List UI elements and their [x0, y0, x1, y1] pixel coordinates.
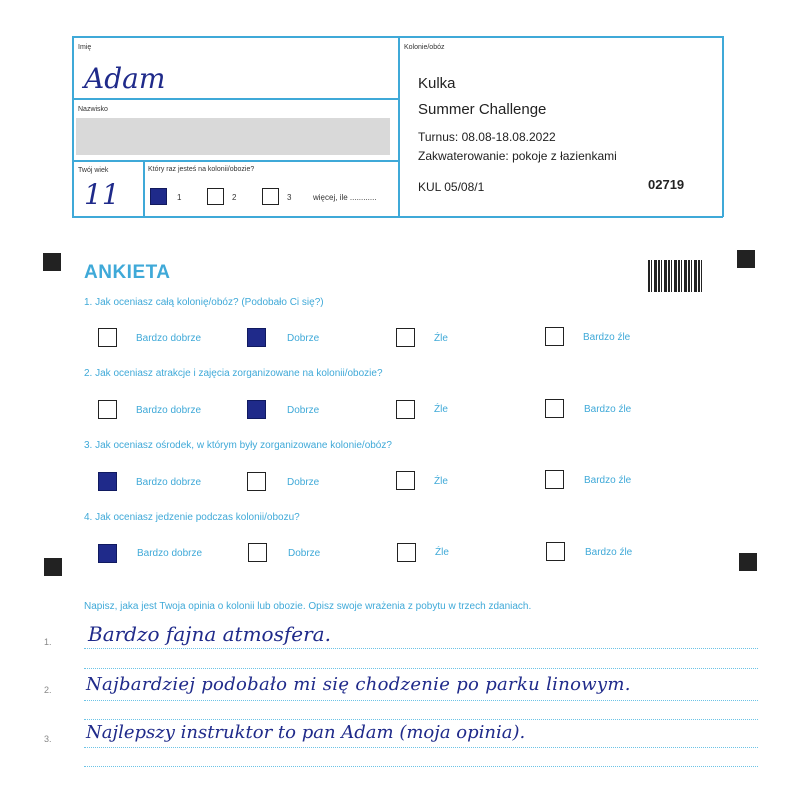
times-more-label: więcej, ile ............ — [313, 193, 377, 202]
q3-label-zle: Źle — [434, 476, 448, 487]
question-1-text: 1. Jak oceniasz całą kolonię/obóz? (Podobało Ci się?) — [84, 297, 324, 308]
q2-checkbox-bardzo-zle[interactable] — [545, 399, 564, 418]
q4-checkbox-bardzo-dobrze[interactable] — [98, 544, 117, 563]
q3-checkbox-bardzo-dobrze[interactable] — [98, 472, 117, 491]
registration-mark-tl — [43, 253, 61, 271]
times-option-2: 2 — [232, 193, 237, 202]
times-option-3: 3 — [287, 193, 292, 202]
camp-label: Kolonie/obóz — [404, 44, 445, 51]
times-checkbox-1[interactable] — [150, 188, 167, 205]
q4-checkbox-zle[interactable] — [397, 543, 416, 562]
frame-left — [72, 36, 74, 217]
first-name-label: Imię — [78, 44, 92, 51]
row-divider-2 — [72, 160, 399, 162]
age-divider — [143, 160, 145, 217]
last-name-label: Nazwisko — [78, 106, 108, 113]
registration-mark-br — [739, 553, 757, 571]
q2-label-dobrze: Dobrze — [287, 405, 320, 416]
turnus-label: Turnus: — [418, 130, 459, 144]
times-option-1: 1 — [177, 193, 182, 202]
opinion-text-1[interactable]: Bardzo fajna atmosfera. — [88, 622, 331, 646]
camp-name-2: Summer Challenge — [418, 101, 547, 118]
frame-divider — [398, 36, 400, 217]
age-label: Twój wiek — [78, 167, 109, 174]
q3-label-bardzo-zle: Bardzo źle — [584, 475, 632, 486]
q4-label-dobrze: Dobrze — [288, 548, 321, 559]
q4-checkbox-bardzo-zle[interactable] — [546, 542, 565, 561]
dotted-line-1b — [84, 668, 758, 669]
q1-label-bardzo-zle: Bardzo źle — [583, 332, 631, 343]
line-number-3: 3. — [44, 734, 52, 744]
q3-checkbox-zle[interactable] — [396, 471, 415, 490]
question-2-text: 2. Jak oceniasz atrakcje i zajęcia zorganizowane na kolonii/obozie? — [84, 368, 383, 379]
registration-mark-tr — [737, 250, 755, 268]
age-value: 11 — [84, 178, 120, 211]
q1-checkbox-dobrze[interactable] — [247, 328, 266, 347]
q2-checkbox-dobrze[interactable] — [247, 400, 266, 419]
barcode — [648, 260, 702, 292]
dotted-line-3b — [84, 766, 758, 767]
q3-checkbox-bardzo-zle[interactable] — [545, 470, 564, 489]
accom-label: Zakwaterowanie: — [418, 149, 509, 163]
camp-code: KUL 05/08/1 — [418, 180, 485, 194]
frame-right — [722, 36, 724, 217]
q3-label-bardzo-dobrze: Bardzo dobrze — [136, 477, 202, 488]
dotted-line-2b — [84, 719, 758, 720]
q1-checkbox-bardzo-dobrze[interactable] — [98, 328, 117, 347]
q4-label-bardzo-zle: Bardzo źle — [585, 547, 633, 558]
times-label: Który raz jesteś na kolonii/obozie? — [148, 166, 255, 173]
line-number-1: 1. — [44, 637, 52, 647]
q4-label-bardzo-dobrze: Bardzo dobrze — [137, 548, 203, 559]
opinion-text-2[interactable]: Najbardziej podobało mi się chodzenie po parku linowym. — [86, 674, 631, 695]
question-3-text: 3. Jak oceniasz ośrodek, w którym były zorganizowane kolonie/obóz? — [84, 440, 392, 451]
accom-value: pokoje z łazienkami — [512, 149, 617, 163]
times-checkbox-3[interactable] — [262, 188, 279, 205]
q2-label-bardzo-dobrze: Bardzo dobrze — [136, 405, 202, 416]
dotted-line-2 — [84, 700, 758, 701]
q1-checkbox-bardzo-zle[interactable] — [545, 327, 564, 346]
survey-title: ANKIETA — [84, 262, 171, 283]
q1-label-dobrze: Dobrze — [287, 333, 320, 344]
dotted-line-3 — [84, 747, 758, 748]
q1-label-bardzo-dobrze: Bardzo dobrze — [136, 333, 202, 344]
turnus-value: 08.08-18.08.2022 — [461, 130, 556, 144]
accom-row — [418, 149, 617, 163]
camp-name-1: Kulka — [418, 75, 456, 92]
q3-checkbox-dobrze[interactable] — [247, 472, 266, 491]
q2-checkbox-bardzo-dobrze[interactable] — [98, 400, 117, 419]
q2-checkbox-zle[interactable] — [396, 400, 415, 419]
dotted-line-1 — [84, 648, 758, 649]
times-checkbox-2[interactable] — [207, 188, 224, 205]
redacted-last-name — [76, 118, 390, 155]
q3-label-dobrze: Dobrze — [287, 477, 320, 488]
q2-label-bardzo-zle: Bardzo źle — [584, 404, 632, 415]
question-4-text: 4. Jak oceniasz jedzenie podczas kolonii/obozu? — [84, 512, 300, 523]
turnus-row — [418, 130, 556, 144]
q1-label-zle: Źle — [434, 333, 448, 344]
q4-label-zle: Źle — [435, 547, 449, 558]
q2-label-zle: Źle — [434, 404, 448, 415]
q1-checkbox-zle[interactable] — [396, 328, 415, 347]
form-number: 02719 — [648, 177, 685, 192]
opinion-text-3[interactable]: Najlepszy instruktor to pan Adam (moja opinia). — [86, 722, 526, 743]
first-name-value: Adam — [84, 62, 166, 95]
q4-checkbox-dobrze[interactable] — [248, 543, 267, 562]
registration-mark-bl — [44, 558, 62, 576]
row-divider-1 — [72, 98, 399, 100]
line-number-2: 2. — [44, 685, 52, 695]
opinion-prompt: Napisz, jaka jest Twoja opinia o kolonii lub obozie. Opisz swoje wrażenia z pobytu w trzech zdaniach. — [84, 601, 532, 612]
